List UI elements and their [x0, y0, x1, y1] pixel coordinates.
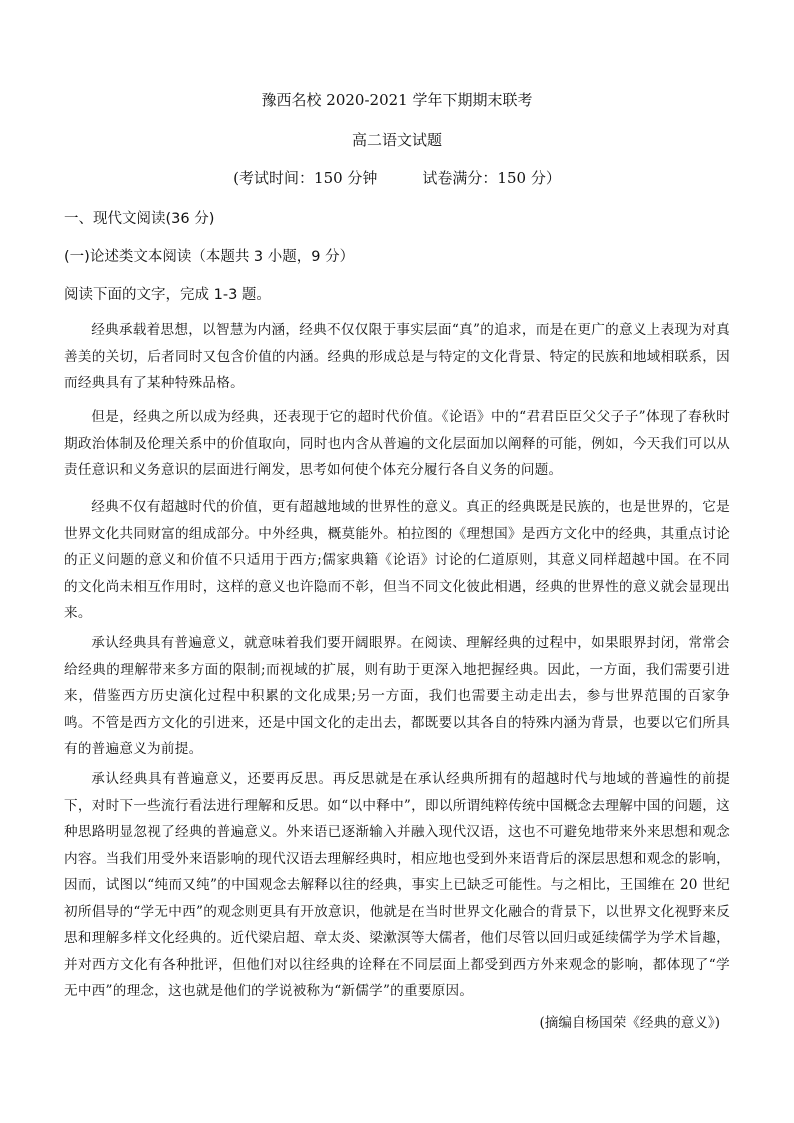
passage-source: (摘编自杨国荣《经典的意义》) [539, 1015, 720, 1031]
subject-title: 高二语文试题 [351, 131, 442, 149]
section-heading: 一、现代文阅读(36 分) [64, 211, 215, 227]
exam-info: (考试时间：150 分钟 试卷满分：150 分） [233, 169, 561, 187]
passage-paragraph: 经典不仅有超越时代的价值，更有超越地域的世界性的意义。真正的经典既是民族的，也是世界的，它是世界文化共同财富的组成部分。中外经典，概莫能外。柏拉图的《理想国》是西方文化中的经典，其重点讨论的正义问题的意义和价值不只适用于西方;儒家典籍《论语》讨论的仁道原则，其意义同样超越中国。在不同的文化尚未相互作用时，这样的意义也许隐而不彰，但当不同文化彼此相遇，经典的世界性的意义就会显现出来。 [64, 499, 730, 621]
passage-paragraph: 经典承载着思想，以智慧为内涵，经典不仅仅限于事实层面“真”的追求，而是在更广的意义上表现为对真善美的关切，后者同时又包含价值的内涵。经典的形成总是与特定的文化背景、特定的民族和地域相联系，因而经典具有了某种特殊品格。 [64, 322, 730, 391]
passage-paragraph: 承认经典具有普遍意义，还要再反思。再反思就是在承认经典所拥有的超越时代与地域的普遍性的前提下，对时下一些流行看法进行理解和反思。如“以中释中”，即以所谓纯粹传统中国概念去理解中国的问题，这种思路明显忽视了经典的普遍意义。外来语已逐渐输入并融入现代汉语，这也不可避免地带来外来思想和观念内容。当我们用受外来语影响的现代汉语去理解经典时，相应地也受到外来语背后的深层思想和观念的影响，因而，试图以“纯而又纯”的中国观念去解释以往的经典，事实上已缺乏可能性。与之相比，王国维在 20 世纪初所倡导的“学无中西”的观念则更具有开放意识，他就是在当时世界文化融合的背景下，以世界文化视野来反思和理解多样文化经典的。近代梁启超、章太炎、梁漱溟等大儒者，他们尽管以回归或延续儒学为学术旨趣，并对西方文化有各种批评，但他们对以往经典的诠释在不同层面上都受到西方外来观念的影响，都体现了“学无中西”的理念，这也就是他们的学说被称为“新儒学”的重要原因。 [64, 771, 730, 999]
exam-title: 豫西名校 2020-2021 学年下期期末联考 [261, 91, 533, 109]
reading-instruction: 阅读下面的文字，完成 1-3 题。 [64, 287, 271, 303]
passage-paragraph: 承认经典具有普遍意义，就意味着我们要开阔眼界。在阅读、理解经典的过程中，如果眼界封闭，常常会给经典的理解带来多方面的限制;而视域的扩展，则有助于更深入地把握经典。因此，一方面，我们需要引进来，借鉴西方历史演化过程中积累的文化成果;另一方面，我们也需要主动走出去，参与世界范围的百家争鸣。不管是西方文化的引进来，还是中国文化的走出去，都既要以其各自的特殊内涵为背景，也要以它们所具有的普遍意义为前提。 [64, 635, 730, 757]
section-subheading: (一)论述类文本阅读（本题共 3 小题，9 分） [64, 249, 355, 265]
passage-paragraph: 但是，经典之所以成为经典，还表现于它的超时代价值。《论语》中的“君君臣臣父父子子”体现了春秋时期政治体制及伦理关系中的价值取向，同时也内含从普遍的文化层面加以阐释的可能，例如，今天我们可以从责任意识和义务意识的层面进行阐发，思考如何使个体充分履行各自义务的问题。 [64, 409, 730, 478]
